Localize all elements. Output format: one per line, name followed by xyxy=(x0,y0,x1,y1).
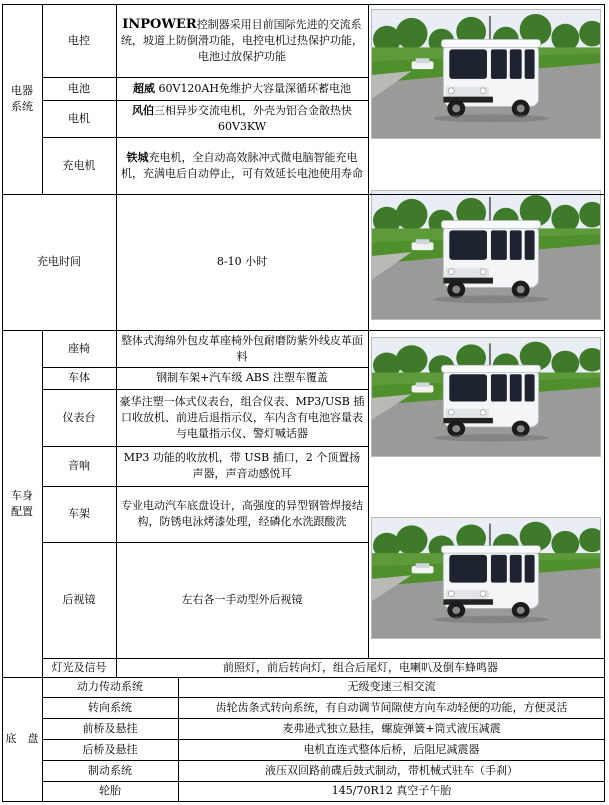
row-name-body: 车体 xyxy=(68,371,90,384)
row-desc-lights: 前照灯，前后转向灯，组合后尾灯，电喇叭及倒车蜂鸣器 xyxy=(223,660,498,674)
section-label-chassis: 底 盘 xyxy=(5,732,39,745)
row-name-brakes: 制动系统 xyxy=(88,763,132,777)
row-desc-powertrain: 无级变速三相交流 xyxy=(347,680,436,693)
row-desc-mirror: 左右各一手动型外后视镜 xyxy=(181,593,303,606)
row-name-controller: 电控 xyxy=(68,33,90,47)
row-desc-tires: 145/70R12 真空子午胎 xyxy=(331,784,452,797)
row-desc-dashboard: 豪华注塑一体式仪表台，组合仪表、MP3/USB 插口收放机、前进后退指示仪，车内含有电池容量表与电量指示仪、警灯喊话器 xyxy=(119,394,365,440)
vehicle-photo-4 xyxy=(371,517,601,639)
row-name-frame: 车架 xyxy=(68,507,90,520)
row-desc-front-axle: 麦弗逊式独立悬挂，螺旋弹簧+筒式液压减震 xyxy=(282,721,501,735)
row-name-rear-axle: 后桥及悬挂 xyxy=(82,742,138,756)
row-name-steering: 转向系统 xyxy=(88,700,132,714)
row-name-tires: 轮胎 xyxy=(99,784,121,797)
row-desc-frame: 专业电动汽车底盘设计，高强度的异型钢管焊接结构，防锈电泳烤漆处理，经磷化水洗跟酸洗 xyxy=(121,499,363,528)
row-name-motor: 电机 xyxy=(68,111,90,125)
row-desc-battery: 超威 60V120AH免维护大容量深循环蓄电池 xyxy=(133,81,351,95)
section-label-body: 车身配置 xyxy=(11,488,33,518)
row-desc-controller: INPOWER控制器采用目前国际先进的交流系统，坡道上防倒滑功能，电控电机过热保护功能，电池过放保护功能 xyxy=(121,16,363,63)
section-label-electrical: 电器系统 xyxy=(11,84,33,113)
row-name-powertrain: 动力传动系统 xyxy=(77,680,143,693)
vehicle-photo-2 xyxy=(371,190,601,320)
charging-time-value: 8-10 小时 xyxy=(216,255,268,268)
row-name-audio: 音响 xyxy=(68,459,90,472)
vehicle-photo-3 xyxy=(371,337,601,457)
row-name-front-axle: 前桥及悬挂 xyxy=(82,721,138,735)
row-desc-brakes: 液压双回路前碟后鼓式制动，带机械式驻车（手刹） xyxy=(265,763,518,777)
row-name-lights: 灯光及信号 xyxy=(51,660,107,674)
row-name-mirror: 后视镜 xyxy=(62,593,96,606)
row-desc-motor: 风伯三相异步交流电机，外壳为铝合金散热快 60V3KW xyxy=(132,103,352,133)
row-name-battery: 电池 xyxy=(68,81,90,95)
charging-time-label: 充电时间 xyxy=(37,255,81,268)
row-name-seat: 座椅 xyxy=(68,341,90,355)
row-desc-audio: MP3 功能的收放机，带 USB 插口，2 个顶置扬声器，声音动感悦耳 xyxy=(123,451,361,480)
row-name-dashboard: 仪表台 xyxy=(62,410,96,424)
row-desc-charger: 铁城充电机，全自动高效脉冲式微电脑智能充电机，充满电后自动停止，可有效延长电池使用寿命 xyxy=(121,150,363,180)
row-desc-seat: 整体式海绵外包皮革座椅外包耐磨防紫外线皮革面料 xyxy=(121,333,363,363)
row-desc-body: 钢制车架+汽车级 ABS 注塑车覆盖 xyxy=(156,371,328,384)
row-desc-rear-axle: 电机直连式整体后桥，后阻尼减震器 xyxy=(303,742,480,756)
vehicle-photo-1 xyxy=(371,9,601,139)
row-desc-steering: 齿轮齿条式转向系统，有自动调节间隙使方向车动轻便的功能，方便灵活 xyxy=(215,700,568,714)
row-name-charger: 充电机 xyxy=(62,158,96,172)
